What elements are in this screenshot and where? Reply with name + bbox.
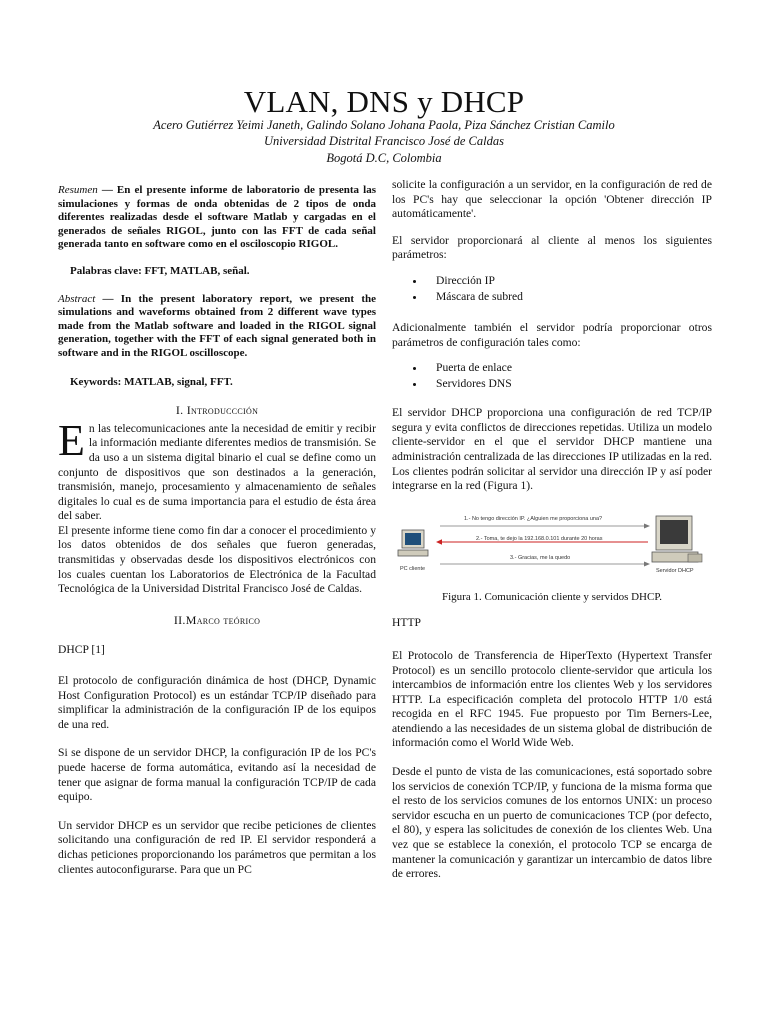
client-computer-icon xyxy=(398,530,428,556)
section-heading-introduccion xyxy=(58,403,376,418)
parameter-list xyxy=(392,273,712,305)
dhcp-heading: DHCP [1] xyxy=(58,643,105,657)
figure-caption: Figura 1. Comunicación cliente y servidos DHCP. xyxy=(442,590,662,603)
arrow-3-head xyxy=(644,561,650,566)
palabras-clave: Palabras clave: FFT, MATLAB, señal. xyxy=(70,264,250,277)
arrow-1-head xyxy=(644,523,650,528)
intro-paragraph-1 xyxy=(58,415,376,524)
section-heading-marco xyxy=(58,613,376,628)
section-number: I. xyxy=(175,403,187,418)
right-paragraph-4: El servidor DHCP proporciona una configuración de red TCP/IP segura y evita conflictos de direcciones repetidas. Utiliza un modelo cliente-servidor en el que el servidor DHCP mantiene una administración centralizada de las direcciones IP utilizadas en la red. Los clientes podrán solicitar al servidor una dirección IP y así poder integrarse en la red (Figura 1). xyxy=(392,406,712,493)
message-1-label: 1.- No tengo dirección IP. ¿Alguien me proporciona una? xyxy=(464,515,603,522)
section-title: Marco teórico xyxy=(185,612,261,627)
university-line: Universidad Distrital Francisco José de Caldas xyxy=(264,134,504,148)
list-item: • Máscara de subred xyxy=(426,289,712,305)
list-item: • Dirección IP xyxy=(426,273,712,289)
message-2-label: 2.- Toma, te dejo la 192.168.0.101 durante 20 horas xyxy=(476,535,603,542)
right-paragraph-2: El servidor proporcionará al cliente al menos los siguientes parámetros: xyxy=(392,233,712,262)
server-computer-icon xyxy=(652,516,702,562)
resumen-paragraph xyxy=(58,184,376,252)
right-paragraph-1: solicite la configuración a un servidor, en la configuración de red de los PC's hay que seleccionar la opción 'Obtener dirección IP automáticamente'. xyxy=(392,178,712,221)
city-line: Bogotá D.C, Colombia xyxy=(326,151,442,165)
paper-title: VLAN, DNS y DHCP xyxy=(243,84,525,119)
optional-parameter-list xyxy=(392,360,712,392)
client-label: PC cliente xyxy=(400,565,426,572)
abstract-label: Abstract xyxy=(58,292,96,305)
http-paragraph-2: Desde el punto de vista de las comunicaciones, está soportado sobre los servicios de conexión TCP/IP, y funciona de la misma forma que el resto de los servicios comunes de los entornos UNIX: un proceso servidor escucha en un puerto de comunicaciones TCP (por defecto, el 80), y espera las solicitudes de conexión de los clientes Web. Una vez que se establece la conexión, el protocolo TCP se encarga de mantener la comunicación y garantizar un intercambio de datos libre de errores. xyxy=(392,765,712,881)
resumen-label: Resumen xyxy=(58,184,98,196)
intro-text-1: n las telecomunicaciones ante la necesidad de emitir y recibir la información mediante diferentes medios de transmisión. Se da uso a un sistema digital binario el cual se define como un conjunto de dispositivos que son destinados a la generación, transmisión, manejo, procesamiento y almacenamiento de señales digitales lo cual es de suma importancia para el estudio de ésta área del saber. xyxy=(58,421,376,523)
section-number: II. xyxy=(173,612,186,627)
arrow-2-head xyxy=(436,539,442,544)
dhcp-paragraph-2: Si se dispone de un servidor DHCP, la configuración IP de los PC's puede hacerse de forma automática, evitando así la necesidad de tener que asignar de forma manual la configuración TCP/IP de cada equipo. xyxy=(58,746,376,804)
dhcp-diagram xyxy=(392,512,712,586)
left-column xyxy=(58,178,376,877)
abstract-paragraph xyxy=(58,293,376,361)
list-item: • Servidores DNS xyxy=(426,376,712,392)
dhcp-paragraph-1: El protocolo de configuración dinámica de host (DHCP, Dynamic Host Configuration Protocol) es un estándar TCP/IP diseñado para simplificar la administración de la configuración IP de los equipos de una red. xyxy=(58,674,376,731)
authors-line: Acero Gutiérrez Yeimi Janeth, Galindo Solano Johana Paola, Piza Sánchez Cristian Camilo xyxy=(153,118,615,132)
message-3-label: 3.- Gracias, me la quedo xyxy=(510,554,571,561)
drop-cap: E xyxy=(58,415,85,465)
keywords: Keywords: MATLAB, signal, FFT. xyxy=(70,375,233,388)
intro-paragraph-2: El presente informe tiene como fin dar a conocer el procedimiento y los datos obtenidos de dos señales que fueron generadas, transmitidas y observadas desde los dispositivos electrónicos con los cuales cuentan los Laboratorios de Electrónica de la Facultad Tecnológica de la Universidad Distrital Francisco José de Caldas. xyxy=(58,523,376,596)
abstract-text: — In the present laboratory report, we present the simulations and waveforms obtained from 2 different wave types made from the Matlab software and loaded in the RIGOL signal generation, together with the FFT of each signal generated both in software and in the RIGOL oscilloscope. xyxy=(58,292,376,359)
right-column xyxy=(392,178,712,882)
dhcp-paragraph-3: Un servidor DHCP es un servidor que recibe peticiones de clientes solicitando una configuración de red IP. El servidor responderá a dichas peticiones proporcionando los parámetros que permitan a los clientes autoconfigurarse. Para que un PC xyxy=(58,818,376,876)
list-item: • Puerta de enlace xyxy=(426,360,712,376)
dhcp-figure xyxy=(392,512,712,586)
right-paragraph-3: Adicionalmente también el servidor podría proporcionar otros parámetros de configuración tales como: xyxy=(392,320,712,349)
section-title: Introduccción xyxy=(186,403,259,418)
http-paragraph-1: El Protocolo de Transferencia de HiperTexto (Hypertext Transfer Protocol) es un sencillo protocolo cliente-servidor que articula los intercambios de información entre los clientes Web y los servidores HTTP. La especificación completa del protocolo HTTP 1/0 está recogida en el RFC 1945. Fue propuesto por Tim Berners-Lee, atendiendo a las necesidades de un sistema global de distribución de información como el World Wide Web. xyxy=(392,648,712,750)
server-label: Servidor DHCP xyxy=(656,567,694,574)
resumen-text: — En el presente informe de laboratorio de presenta las simulaciones y formas de onda obtenidas de 2 tipos de onda diferentes realizadas desde el software Matlab y cargadas en el generados de señales RIGOL, junto con las FFT de cada señal generada tanto en software como en el osciloscopio RIGOL. xyxy=(58,184,376,251)
http-heading: HTTP xyxy=(392,616,421,630)
